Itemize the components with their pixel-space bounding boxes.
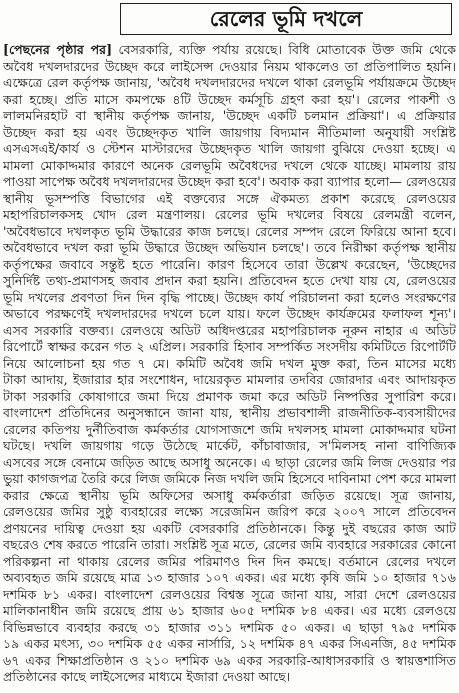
article-line: 'অবৈধভাবে দখলকৃত ভূমি উদ্ধারের কাজ চলছে। রেলের সম্পদ রেলে ফিরিয়ে আনা হবে। [3, 223, 456, 239]
article-line: টাকা আদায়, ইজারার হার সংশোধন, দায়েরকৃত মামলার তদবির জোরদার এবং আদায়কৃত [3, 372, 456, 387]
article-line: পরিকল্পনা না থাকায় রেলের জমির পরিমাণও দিন দিন কমছে। বর্তমানে রেলের দখলে [3, 553, 456, 569]
article-line: রেলওয়ের জমির সুষ্ঠু ব্যবহারের লক্ষ্যে সরেজমিন জরিপ করে ২০০৭ সালে প্রতিবেদন [3, 504, 456, 519]
article-body [3, 42, 456, 690]
article-line: মহাপরিচালকসহ খোদ রেল মন্ত্রণালয়। রেলের ভূমি দখলের বিষয়ে রেলমন্ত্রী বলেন, [3, 207, 456, 222]
article-line: সুনির্দিষ্ট তথ্য-প্রমাণসহ জবাব প্রদান করা হয়নি। প্রতিবেদন হতে দেখা যায় যে, রেলওয়ের [3, 273, 456, 288]
article-line: এসবের সঙ্গে বেনামে জড়িত আছে অসাধু অনেকে। এ ছাড়া রেলের জমি লিজ দেওয়ার পর [3, 454, 456, 470]
article-line: অভাবে পরক্ষণেই দখলদারদের দখলে চলে যায়। ফলে উচ্ছেদ কার্যক্রমের ফলাফল শূন্য'। [3, 306, 456, 321]
article-line: নিয়ে আলোচনা হয় গত ৭ মে। কমিটি অবৈধ জমি দখল মুক্ত করা, তিন মাসের মধ্যে [3, 355, 456, 371]
article-line: উচ্ছেদ করা হয় এবং উচ্ছেদকৃত খালি জায়গায় বিদ্যমান নীতিমালা অনুযায়ী সংশ্লিষ্ট [3, 124, 456, 140]
article-line: করা হচ্ছে। প্রতি মাসে কমপক্ষে ৪টি উচ্ছেদ কর্মসূচি গ্রহণ করা হয়'। রেলের পাকশী ও [3, 91, 456, 107]
article-line [3, 42, 456, 59]
headline: রেলের ভূমি দখলে [209, 6, 363, 31]
article-line: দশমিক ৮১ একর। বাংলাদেশ রেলওয়ের বিশ্বস্ত সূত্রে জানা যায়, সারা দেশে রেলওয়ের [3, 586, 456, 602]
article-line: ভুয়া কাগজপত্র তৈরি করে লিজ জমিকে নিজ দখলি জমি হিসেবে দাবিনামা পেশ করে মামলা [3, 471, 456, 486]
article-line: মামলা মোকাদ্দমার কারণে অনেক রেলভূমি অবৈধদের দখলে থেকে যাচ্ছে। মামলায় রায় [3, 157, 456, 173]
article-line: অবৈধভাবে দখল করা ভূমি উদ্ধারে উচ্ছেদ অভিযান চলছে'। তবে নিরীক্ষা কর্তৃপক্ষ স্থানীয় [3, 240, 456, 255]
article-line: ভূমি দখলের প্রবণতা দিন দিন বৃদ্ধি পাচ্ছে। উচ্ছেদ কার্য পরিচালনা করা হলেও সংরক্ষণের [3, 289, 456, 305]
article-line: রেলের কতিপয় দুর্নীতিবাজ কর্মকর্তার যোগসাজশে জমি দখলসহ মামলা মোকাদ্দমার ঘটনা [3, 421, 456, 437]
article-line: করার ক্ষেত্রে স্থানীয় ভূমি অফিসের অসাধু কর্মকর্তারা জড়িত রয়েছে। সূত্র জানায়, [3, 487, 456, 503]
article-line: এসব সরকারি বক্তব্য। রেলওয়ে অডিট অধিদপ্তরের মহাপরিচালক নূরুন নাহার এ অডিট [3, 322, 456, 338]
article-line: স্থানীয় ভূসম্পত্তি বিভাগের এই বক্তব্যের সঙ্গে ঐকমত্য প্রকাশ করেছে রেলওয়ের [3, 190, 456, 206]
article-line: ঘটছে। দখলি জায়গায় গড়ে উঠেছে মার্কেট, কাঁচাবাজার, স'মিলসহ নানা বাণিজ্যিক [3, 438, 456, 453]
article-line: ১৯ একর মৎস্য, ৩০ দশমিক ৫৫ একর নার্সারি, ১২ দশমিক ৪৭ একর সিএনজি, ৪৫ দশমিক [3, 636, 456, 651]
article-line: বাংলাদেশ প্রতিদিনের অনুসন্ধানে জানা যায়, স্থানীয় প্রভাবশালী রাজনীতিক-ব্যবসায়ীদের [3, 405, 456, 420]
article-line: পাওয়া সাপেক্ষ অবৈধ দখলদারদের উচ্ছেদ করা হবে'। অবাক করা ব্যাপার হলো— রেলওয়ের [3, 174, 456, 189]
article-line: কর্তৃপক্ষের জবাবে সন্তুষ্ট হতে পারেনি। কারণ হিসেবে তারা উল্লেখ করেছেন, 'উচ্ছেদের [3, 256, 456, 272]
article-line: অব্যবহৃত জমি রয়েছে মাত্র ১৩ হাজার ১০৭ একর। এর মধ্যে কৃষি জমি ১০ হাজার ৭১৬ [3, 570, 456, 585]
article-line: প্রতিষ্ঠানের কাছে লাইসেন্সের মাধ্যমে ইজারা দেওয়া আছে। [3, 669, 291, 684]
article-line-text: বেসরকারি, ব্যক্তি পর্যায় রয়েছে। বিধি মোতাবেক উক্ত জমি থেকে [118, 42, 456, 57]
article-line: প্রণয়নের দায়িত্ব দেওয়া হয় একটি বেসরকারি প্রতিষ্ঠানকে। কিন্তু দুই বছরের কাজ আট [3, 520, 456, 536]
article-line: বছরেও শেষ করতে পারেনি তারা। সংশ্লিষ্ট সূত্র মতে, রেলের জমি ব্যবহারে সরকারের কোনো [3, 537, 456, 552]
article-line: রিপোর্টে স্বাক্ষর করেন গত ২ এপ্রিল। সরকারি হিসাব সম্পর্কিত সংসদীয় কমিটিতে রিপোর্টটি [3, 339, 456, 354]
headline-box [120, 3, 452, 35]
article-line: এক্ষেত্রে রেল কর্তৃপক্ষ জানায়, 'অবৈধ দখলদারদের দখলে থাকা রেলভূমি পর্যায়ক্রমে উচ্ছেদ [3, 75, 456, 90]
continued-from-note: [পেছনের পৃষ্ঠার পর] [3, 42, 113, 57]
article-line: টাকা সরকারি কোষাগারে জমা দিয়ে প্রমাণক জমা করে অডিট নিষ্পত্তির সুপারিশ করে। [3, 388, 456, 404]
article-line: লালমনিরহাট বা স্থানীয় কর্তৃপক্ষ জানায়, 'উচ্ছেদ একটি চলমান প্রক্রিয়া'। এ প্রক্রিয়ার [3, 108, 456, 123]
article-line: মালিকানাধীন জমি রয়েছে প্রায় ৬১ হাজার ৬০৫ দশমিক ৮৪ একর। এর মধ্যে রেলওয়ে [3, 603, 456, 618]
article-line: অবৈধ দখলদারদের উচ্ছেদ করে লাইসেন্স দেওয়ার নিয়ম থাকলেও তা প্রতিপালিত হয়নি। [3, 58, 456, 74]
article-line: বিভিন্নভাবে ব্যবহার করছে ৩১ হাজার ৩১১ দশমিক ৫০ একর। এ ছাড়া ৭৯৫ দশমিক [3, 619, 456, 635]
article-line: এসএসএই/কার্য ও স্টেশন মাস্টারদের উচ্ছেদকৃত খালি জায়গা বুঝিয়ে দেওয়া হচ্ছে। এ [3, 141, 456, 156]
article-line: ৬৭ একর শিক্ষাপ্রতিষ্ঠান ও ২১০ দশমিক ৬৯ একর সরকারি-আধাসরকারি ও স্বায়ত্তশাসিত [3, 652, 456, 668]
